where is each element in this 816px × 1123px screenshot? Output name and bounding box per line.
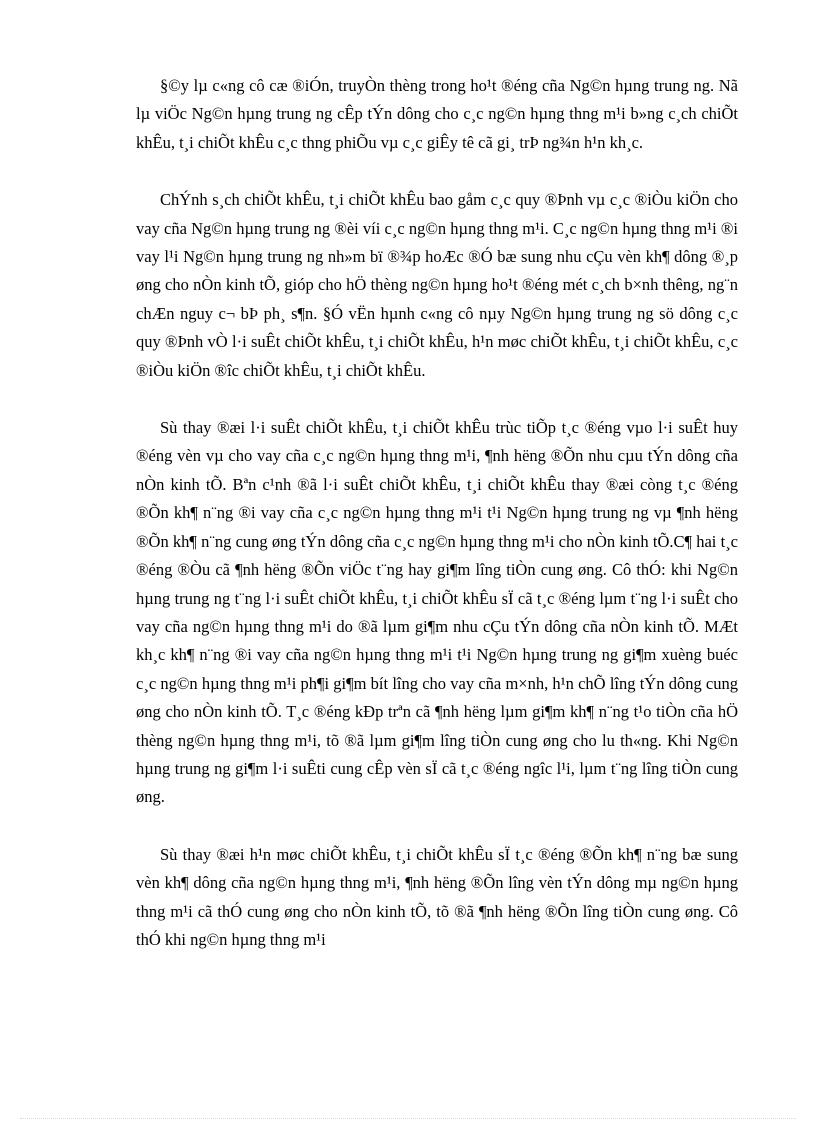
paragraph-discount-tool-intro: §©y lµ c«ng cô cæ ®iÓn, truyÒn thèng trong ho¹t ®éng cña Ng©n hµng trung ng. Nã lµ viÖc Ng©n hµng trung ng cÊp tÝn dông cho c¸c ng©n hµng thng m¹i b»ng c¸ch chiÕt khÊu, t¸i chiÕt khÊu c¸c thng phiÕu vµ c¸c giÊy tê cã gi¸ trÞ ng¾n h¹n kh¸c. <box>136 76 738 152</box>
paragraph-discount-policy: ChÝnh s¸ch chiÕt khÊu, t¸i chiÕt khÊu bao gåm c¸c quy ®Þnh vµ c¸c ®iÒu kiÖn cho vay cña Ng©n hµng trung ng ®èi víi c¸c ng©n hµng thng m¹i. C¸c ng©n hµng thng m¹i ®i vay l¹i Ng©n hµng trung ng nh»m bï ®¾p hoÆc ®Ó bæ sung nhu cÇu vèn kh¶ dông ®¸p øng cho nÒn kinh tÕ, gióp cho hÖ thèng ng©n hµng ho¹t ®éng mét c¸ch b×nh thêng, ng¨n chÆn nguy c¬ bÞ ph¸ s¶n. §Ó vËn hµnh c«ng cô nµy Ng©n hµng trung ng sö dông c¸c quy ®Þnh vÒ l·i suÊt chiÕt khÊu, t¸i chiÕt khÊu, h¹n møc chiÕt khÊu, t¸i chiÕt khÊu, c¸c ®iÒu kiÖn ®îc chiÕt khÊu, t¸i chiÕt khÊu. <box>136 190 738 380</box>
paragraph-discount-limit-change: Sù thay ®æi h¹n møc chiÕt khÊu, t¸i chiÕt khÊu sÏ t¸c ®éng ®Õn kh¶ n¨ng bæ sung vèn kh¶ dông cña ng©n hµng thng m¹i, ¶nh hëng ®Õn lîng vèn tÝn dông mµ ng©n hµng thng m¹i cã thÓ cung øng cho nÒn kinh tÕ, tõ ®ã ¶nh hëng ®Õn lîng tiÒn cung øng. Cô thÓ khi ng©n hµng thng m¹i <box>136 844 738 949</box>
paragraph-discount-rate-change: Sù thay ®æi l·i suÊt chiÕt khÊu, t¸i chiÕt khÊu trùc tiÕp t¸c ®éng vµo l·i suÊt huy ®éng vèn vµ cho vay cña c¸c ng©n hµng thng m¹i, ¶nh hëng ®Õn nhu cµu tÝn dông cña nÒn kinh tÕ. Bªn c¹nh ®ã l·i suÊt chiÕt khÊu, t¸i chiÕt khÊu thay ®æi còng t¸c ®éng ®Õn kh¶ n¨ng ®i vay cña c¸c ng©n hµng thng m¹i t¹i Ng©n hµng trung ng vµ ¶nh hëng ®Õn kh¶ n¨ng cung øng tÝn dông cña c¸c ng©n hµng thng m¹i cho nÒn kinh tÕ.C¶ hai t¸c ®éng ®Òu cã ¶nh hëng ®Õn viÖc t¨ng hay gi¶m lîng tiÒn cung øng. Cô thÓ: khi Ng©n hµng trung ng t¨ng l·i suÊt chiÕt khÊu, t¸i chiÕt khÊu sÏ cã t¸c ®éng lµm t¨ng l·i suÊt cho vay cña ng©n hµng thng m¹i do ®ã lµm gi¶m nhu cÇu tÝn dông cña nÒn kinh tÕ. MÆt kh¸c kh¶ n¨ng ®i vay cña ng©n hµng thng m¹i t¹i Ng©n hµng trung ng gi¶m xuèng buéc c¸c ng©n hµng thng m¹i ph¶i gi¶m bít lîng cho vay cña m×nh, h¹n chÕ lîng tÝn dông cung øng cho nÒn kinh tÕ. T¸c ®éng kÐp trªn cã ¶nh hëng lµm gi¶m kh¶ n¨ng t¹o tiÒn cña hÖ thèng ng©n hµng thng m¹i, tõ ®ã lµm gi¶m lîng tiÒn cung øng cho lu th«ng. Khi Ng©n hµng trung ng gi¶m l·i suÊti cung cÊp vèn sÏ cã t¸c ®éng ngîc l¹i, lµm t¨ng lîng tiÒn cung øng. <box>136 418 738 807</box>
document-page <box>136 72 738 954</box>
page-bottom-divider <box>20 1118 796 1119</box>
